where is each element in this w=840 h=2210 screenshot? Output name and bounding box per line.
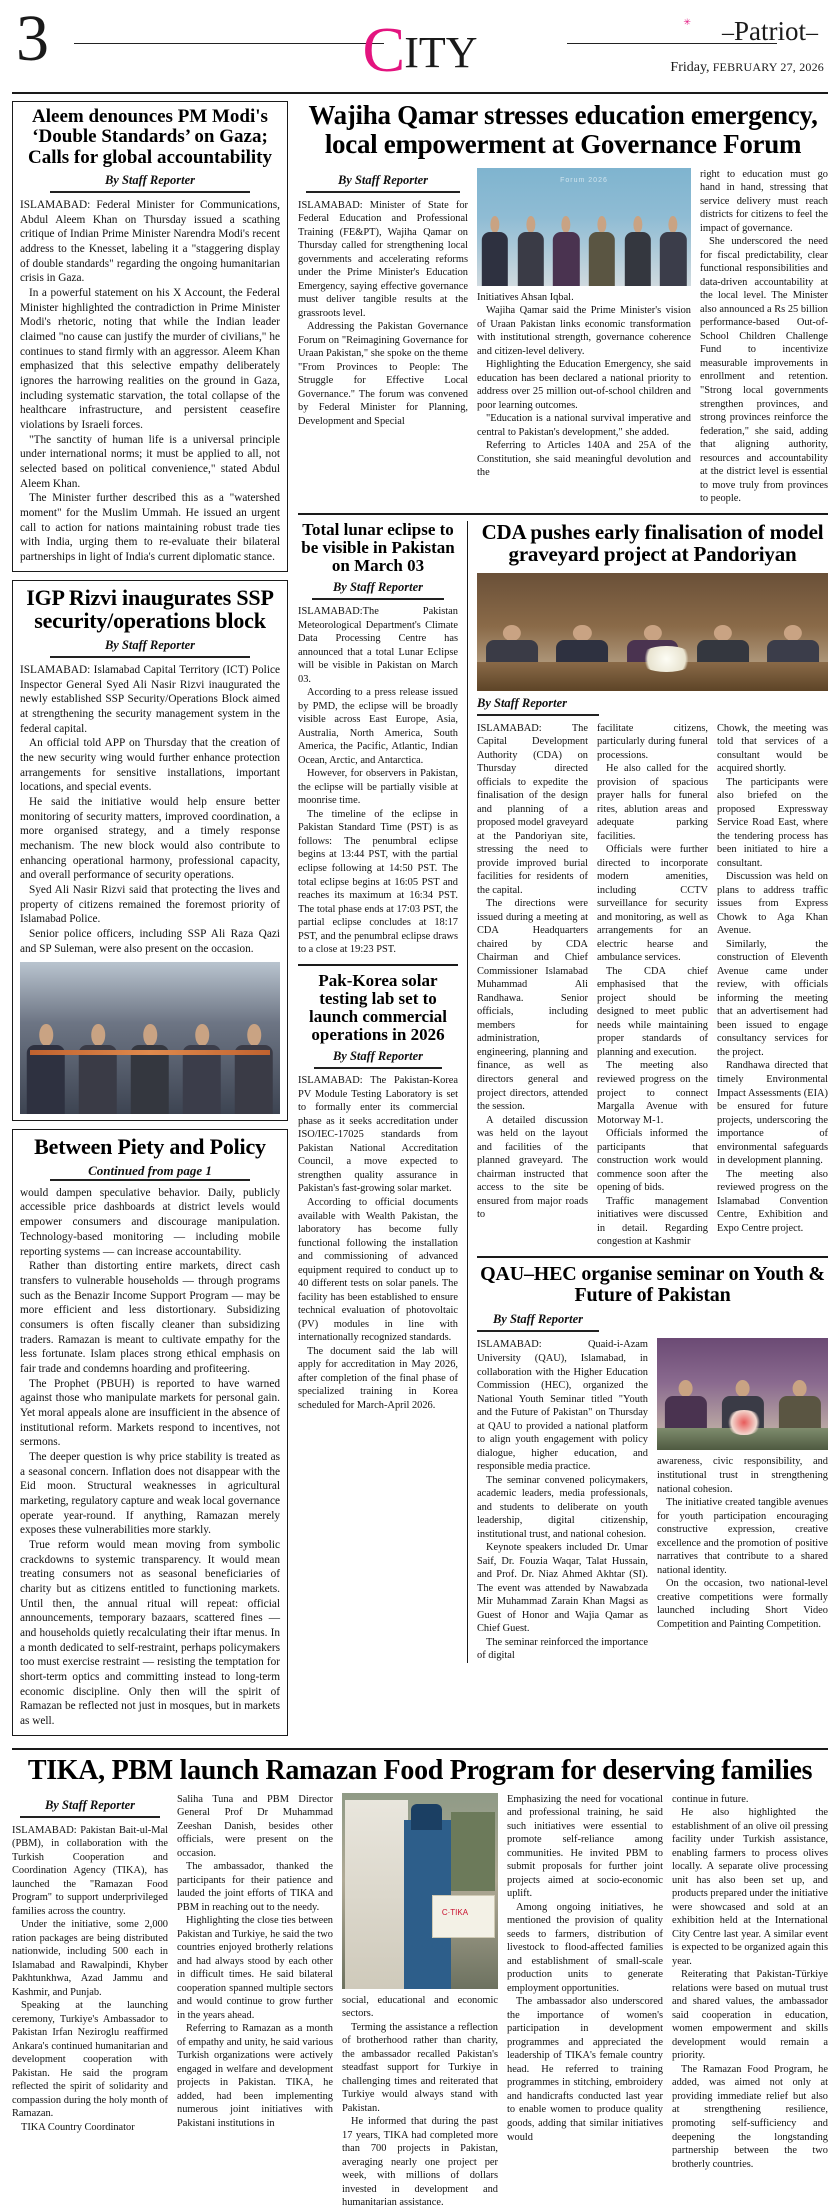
paragraph: He informed that during the past 17 years, TIKA had completed more than 700 projects in Pakistan, averaging nearly one project per week, with millions of dollars invested in development and humanitarian assistance. <box>342 2116 498 2209</box>
photo-figure <box>655 213 691 286</box>
paragraph: The seminar convened policymakers, academic leaders, media professionals, and students to deliberate on youth leadership, digital citizenship, institutional trust, and national cohesion. <box>477 1474 648 1540</box>
article-qau-byline: By Staff Reporter <box>492 1312 584 1327</box>
tika-col-4 <box>507 1793 663 2210</box>
paragraph: The Minister further described this as a "watershed moment" for the Muslim Ummah. He issued an urgent call to action for nations maintaining robust trade ties with India, urging them to re-evaluate their bilateral partnerships in light of India's current diplomatic stance. <box>20 492 280 564</box>
paragraph: A detailed discussion was held on the layout and facilities of the planned graveyard. The chairman instructed that access to the site be ensured from major roads to <box>477 1114 588 1221</box>
paragraph: "The sanctity of human life is a universal principle under international norms; it must be applied to all, not selected based on political convenience," stated Abdul Aleem Khan. <box>20 433 280 490</box>
paragraph: The meeting also reviewed progress on the project to connect Margalla Avenue with Motorway M-1. <box>597 1060 708 1126</box>
paragraph: Under the initiative, some 2,000 ration packages are being distributed nationwide, including 500 each in Islamabad and Rawalpindi, Khyber Pakhtunkhwa, Azad Jammu and Kashmir, and Punjab. <box>12 1919 168 1998</box>
photo-figure <box>620 213 656 286</box>
paragraph: Reiterating that Pakistan-Türkiye relations were based on mutual trust and shared values, the ambassador said cooperation in education, women empowerment and skills development would remain a priority. <box>672 1969 828 2062</box>
paragraph: Officials informed the participants that construction work would commence soon after the opening of bids. <box>597 1128 708 1194</box>
paragraph: Rather than distorting entire markets, direct cash transfers to vulnerable households — through programs such as the Benazir Income Support Program — may be more efficient and less distortionary. Subsidizing consumers is often fiscally cleaner than subsidizing traders. Ramazan is meant to cultivate empathy for the less fortunate. Islam places strong ethical emphasis on fair trade and condemns hoarding and profiteering. <box>20 1260 280 1375</box>
wajiha-col-3 <box>700 168 828 506</box>
paragraph: Senior police officers, including SSP Ali Raza Qazi and SP Suleman, were also present on the occasion. <box>20 927 280 955</box>
photo-figure <box>72 1020 124 1114</box>
paragraph: Highlighting the close ties between Pakistan and Turkiye, he said the two countries enjoyed brotherly relations and had always stood by each other in difficult times. He said bilateral cooperation spanned multiple sectors and would continue to grow further in the years ahead. <box>177 1915 333 2021</box>
section-divider <box>477 1256 828 1258</box>
article-solar-byline-wrap <box>314 1049 442 1069</box>
cap-graphic <box>411 1804 442 1829</box>
photo-figure <box>345 1800 407 1988</box>
article-piety <box>12 1129 288 1735</box>
paragraph: Highlighting the Education Emergency, she said education has been declared a national priority to address over 25 million out-of-school children and poor learning outcomes. <box>477 359 691 411</box>
article-cda-headline: CDA pushes early finalisation of model graveyard project at Pandoriyan <box>481 519 824 567</box>
paragraph: She underscored the need for fiscal predictability, clear functional responsibilities and data-driven accountability at the local level. The Minister also announced a Rs 25 billion performance-based Out-of-School Children Challenge Fund to incentivize measurable improvements in enrollment and retention. "Strong local governments strengthen provinces, and strong provinces reinforce the federation," she said, adding that aligning authority, resources and accountability at the district level is essential to move truly from provinces to people. <box>700 236 828 505</box>
paragraph: He also highlighted the establishment of an olive oil pressing facility under Turkish assistance, enabling farmers to process olives locally. A separate olive processing unit has also been set up, and products prepared under the initiative were showcased and sold at an exhibition held at the International City Centre last year. A similar event is expected to be organized again this year. <box>672 1807 828 1967</box>
photo-figure <box>477 213 513 286</box>
paragraph: Chowk, the meeting was told that services of a consultant would be acquired shortly. <box>717 722 828 775</box>
brand-dash-left: – <box>722 20 734 46</box>
article-solar <box>298 972 458 1413</box>
section-divider <box>298 513 828 515</box>
paragraph: ISLAMABAD: Islamabad Capital Territory (ICT) Police Inspector General Syed Ali Nasir Rizvi inaugurated the newly established SSP Security/Operations Block aimed at strengthening the security management system in the federal capital. <box>20 663 280 735</box>
paragraph: ISLAMABAD: The Capital Development Authority (CDA) on Thursday directed officials to expedite the finalisation of the design and planning of a proposed model graveyard at the Pandoriyan site, stressing the need to provide improved burial facilities for residents of the capital. <box>477 722 588 896</box>
photo-figure <box>124 1020 176 1114</box>
tika-col-2 <box>177 1793 333 2210</box>
photo-figure <box>228 1020 280 1114</box>
wajiha-col-2 <box>477 168 691 506</box>
brand-block <box>670 18 824 76</box>
paragraph: True reform would mean moving from symbolic crackdowns to systemic transparency. It would mean treating consumers not as seasonal beneficiaries of charity but as citizens entitled to functioning markets. Until then, the annual ritual will repeat: official announcements, temporary bazaars, scattered fines — and households quietly recalculating their iftar menus. In a month dedicated to self-restraint, perhaps policymakers too must exercise restraint — resisting the temptation for short-term optics and committing instead to long-term economic discipline. Only then will the spirit of Ramazan be reflected not just in mosques, but in markets as well. <box>20 1538 280 1727</box>
paragraph: The Ramazan Food Program, he added, was aimed not only at providing immediate relief but also at strengthening resilience, promoting self-sufficiency and deepening the longstanding partnership between the two brotherly countries. <box>672 2063 828 2170</box>
article-wajiha-byline-wrap <box>306 173 460 193</box>
cda-col-2 <box>597 722 708 1249</box>
paragraph: "Education is a national survival imperative and central to Pakistan's development," she added. <box>477 413 691 438</box>
tika-col-5 <box>672 1793 828 2210</box>
left-column <box>12 101 288 1744</box>
vertical-divider <box>467 521 468 1663</box>
paragraph: The deeper question is why price stability is treated as a seasonal concern. Inflation does not disappear with the Eid moon. Structural weaknesses in agricultural marketing, regulatory capture and weak local governance operate year-round. If anything, Ramazan merely exposes these vulnerabilities more starkly. <box>20 1450 280 1537</box>
article-wajiha-headline: Wajiha Qamar stresses education emergency, local empowerment at Governance Forum <box>308 100 818 159</box>
paragraph: Referring to Ramazan as a month of empathy and unity, he said various Turkish organizations were actively engaged in welfare and development projects in Pakistan. TIKA, he added, had been implementing numerous joint initiatives with Pakistani institutions in <box>177 2023 333 2129</box>
article-solar-byline: By Staff Reporter <box>332 1049 424 1064</box>
paragraph: awareness, civic responsibility, and institutional trust in strengthening national cohesion. <box>657 1456 828 1495</box>
article-cda-byline: By Staff Reporter <box>477 695 568 710</box>
paragraph: Speaking at the launching ceremony, Turkiye's Ambassador to Pakistan Irfan Neziroglu reaffirmed Ankara's continued humanitarian and development cooperation with Pakistan. He said the program reflected the spirit of solidarity and compassion during the holy month of Ramazan. <box>12 2000 168 2120</box>
paragraph: The Prophet (PBUH) is reported to have warned against those who manipulate markets for personal gain. Yet moral appeals alone are insufficient in the absence of institutional reform. Markets respond to incentives, not sermons. <box>20 1377 280 1449</box>
tika-col-1 <box>12 1793 168 2210</box>
tika-logo-label: C·TIKA <box>441 1908 469 1918</box>
article-eclipse-headline: Total lunar eclipse to be visible in Pakistan on March 03 <box>301 519 455 576</box>
tika-ration-distribution-photo <box>342 1793 498 1989</box>
cda-col-3 <box>717 722 828 1249</box>
mid-wide-column <box>477 521 828 1663</box>
article-eclipse-byline-wrap <box>312 580 444 600</box>
paragraph: The meeting also reviewed progress on the Islamabad Convention Centre, Exhibition and Expo Centre project. <box>717 1168 828 1234</box>
photo-content <box>477 168 691 286</box>
flower-arrangement-graphic <box>638 646 694 672</box>
paragraph: ISLAMABAD: The Pakistan-Korea PV Module Testing Laboratory is set to formally enter its commercial phase as it seeks accreditation under ISO/IEC-17025 standards from Pakistan National Accreditation Council, a move expected to strengthen quality assurance in Pakistan's fast-growing solar market. <box>298 1075 458 1195</box>
paragraph: On the occasion, two national-level creative competitions were formally launched including Short Video Competition and Painting Competition. <box>657 1578 828 1630</box>
paragraph: Terming the assistance a reflection of brotherhood rather than charity, the ambassador recalled Pakistan's steadfast support for Turkiye in challenging times and reiterated that Turkiye would always stand with Pakistan. <box>342 2021 498 2114</box>
paragraph: In a powerful statement on his X Account, the Federal Minister highlighted the contradiction in Prime Minister Modi's rhetoric, noting that while the Indian leader claimed "no cause can justify the murder of civilians," he continues to stand firmly with an aggressor. Aleem Khan emphasized that this selective empathy deliberately ignores the harrowing realities on the ground in Gaza, including systematic starvation, the total collapse of the healthcare infrastructure, and persistent ceasefire violations by Israeli forces. <box>20 287 280 432</box>
paragraph: Syed Ali Nasir Rizvi said that protecting the lives and property of citizens remained the foremost priority of Islamabad Police. <box>20 883 280 926</box>
paragraph: The ambassador, thanked the participants for their patience and lauded the joint efforts of TIKA and PBM in reaching out to the needy. <box>177 1861 333 1913</box>
paragraph: Randhawa directed that timely Environmental Impact Assessments (EIA) be ensured for future projects, underscoring the importance of environmental safeguards in development planning. <box>717 1060 828 1167</box>
paragraph: Wajiha Qamar said the Prime Minister's vision of Uraan Pakistan links economic transformation with institutional strength, governance coherence and citizen-level delivery. <box>477 305 691 357</box>
article-tika-byline-wrap <box>20 1798 160 1818</box>
photo-figures <box>477 213 691 286</box>
right-column <box>288 101 828 1744</box>
paragraph: Officials were further directed to incorporate modern amenities, including CCTV surveillance for security and monitoring, as well as arrangements for an electric hearse and ambulance services. <box>597 844 708 964</box>
paragraph: The directions were issued during a meeting at CDA Headquarters chaired by CDA Chairman and Chief Commissioner Islamabad Muhammad Ali Randhawa. Senior officials, including members for administration, engineering, planning and finance, as well as directors general and project directors, attended the session. <box>477 898 588 1113</box>
article-igp-byline: By Staff Reporter <box>104 637 196 652</box>
flower-arrangement-graphic <box>725 1410 763 1435</box>
article-tika-headline: TIKA, PBM launch Ramazan Food Program for deserving families <box>27 1754 813 1786</box>
photo-figure <box>176 1020 228 1114</box>
article-piety-continued: Continued from page 1 <box>88 1162 212 1178</box>
brand-dash-right: – <box>806 20 818 46</box>
paragraph: The document said the lab will apply for accreditation in May 2026, after completion of the final phase of specialized training in Korea scheduled for March-April 2026. <box>298 1345 458 1411</box>
masthead <box>12 2 828 88</box>
paragraph: social, educational and economic sectors. <box>342 1994 498 2020</box>
article-wajiha-byline: By Staff Reporter <box>337 172 429 187</box>
paragraph: Discussion was held on plans to address traffic issues from Express Chowk to Aga Khan Avenue. <box>717 871 828 937</box>
paragraph: Emphasizing the need for vocational and professional training, he said such initiatives were essential to promote self-reliance among communities. He invited PBM to submit proposals for further joint projects aimed at socio-economic uplift. <box>507 1793 663 1900</box>
paragraph: He also called for the provision of spacious prayer halls for funeral rites, ablution areas and adequate parking facilities. <box>597 763 708 842</box>
paragraph: According to a press release issued by PMD, the eclipse will be broadly visible across East Europe, Asia, Australia, North America, South America, the Pacific, Atlantic, Indian Ocean, Arctic, and Antarctica. <box>298 687 458 766</box>
article-aleem-headline: Aleem denounces PM Modi's ‘Double Standards’ on Gaza; Calls for global accountability <box>27 106 273 168</box>
article-tika <box>12 1756 828 2210</box>
paragraph: According to official documents available with Wealth Pakistan, the laboratory has become fully functional following the installation and commissioning of advanced equipment required to conduct up to 40 different tests on solar panels. The facility has been established to ensure technical evaluation of photovoltaic (PV) modules in line with internationally recognized standards. <box>298 1197 458 1344</box>
paragraph: The CDA chief emphasised that the project should be designed to meet public needs while maintaining proper standards of planning and execution. <box>597 965 708 1058</box>
article-wajiha-body <box>298 168 828 506</box>
paragraph: The timeline of the eclipse in Pakistan Standard Time (PST) is as follows: The penumbral eclipse begins at 13:44 PST, with the partial eclipse following at 14:50 PST. The total eclipse begins at 16:05 PST and reaches its maximum at 16:34 PST. The total phase ends at 17:03 PST, the partial eclipse concludes at 18:17 PST, and the penumbral eclipse draws to a close at 19:23 PST. <box>298 808 458 956</box>
paragraph: He said the initiative would help ensure better monitoring of security matters, improved coordination, a more organised strategy, and a timely response mechanism. The new block would also contribute to enhancing operational harmony, professional capacity, and overall performance of security operations. <box>20 795 280 882</box>
paragraph: Keynote speakers included Dr. Umar Saif, Dr. Fouzia Waqar, Talat Hussain, and Prof. Dr. Niaz Ahmed Akhtar (SI). The event was attended by Nawabzada Mir Muhammad Zarain Khan Magsi as Guest of Honor and Wajia Qamar as Chief Guest. <box>477 1542 648 1635</box>
ribbon-graphic <box>30 1050 269 1055</box>
article-qau-byline-wrap <box>477 1312 599 1332</box>
paragraph: However, for observers in Pakistan, the eclipse will be partially visible at moonrise time. <box>298 768 458 807</box>
article-qau-body <box>477 1338 828 1662</box>
wajiha-col-1 <box>298 168 468 506</box>
photo-figure <box>451 1812 495 1890</box>
date-line <box>670 60 824 76</box>
paragraph: ISLAMABAD: Pakistan Bait-ul-Mal (PBM), in collaboration with the Turkish Cooperation and Coordination Agency (TIKA), has launched the "Ramazan Food Program" to support underprivileged families across the country. <box>12 1824 168 1917</box>
paragraph: ISLAMABAD:The Pakistan Meteorological Department's Climate Data Processing Centre has announced that a total Lunar Eclipse will be visible in Pakistan on March 03. <box>298 606 458 685</box>
photo-figures <box>20 1020 280 1114</box>
brand-name: Patriot <box>734 16 806 46</box>
article-wajiha <box>298 101 828 506</box>
article-igp-headline: IGP Rizvi inaugurates SSP security/operations block <box>26 584 274 634</box>
photo-content <box>657 1338 828 1450</box>
article-igp-byline-wrap <box>50 638 250 658</box>
paragraph: The seminar reinforced the importance of digital <box>477 1636 648 1662</box>
photo-banner-text: Forum 2026 <box>560 177 608 185</box>
article-piety-headline: Between Piety and Policy <box>34 1134 266 1160</box>
article-tika-byline: By Staff Reporter <box>44 1797 136 1812</box>
paragraph: would dampen speculative behavior. Daily, publicly accessible price dashboards at district levels would empower consumers and discourage manipulation. Technology-based monitoring — including mobile reporting systems — can increase accountability. <box>20 1186 280 1258</box>
section-divider <box>12 1748 828 1750</box>
page-number: 3 <box>16 2 49 75</box>
paragraph: Similarly, the construction of Eleventh Avenue came under review, with officials informing the meeting that an advertisement had been issued to engage consultancy services for the project. <box>717 938 828 1058</box>
cda-col-1 <box>477 722 588 1249</box>
photo-content <box>20 962 280 1114</box>
paragraph: An official told APP on Thursday that the creation of the new security wing would further enhance protection arrangements for sensitive installations, important locations, and special events. <box>20 737 280 794</box>
photo-content <box>342 1793 498 1989</box>
star-icon: ✳ <box>683 17 691 27</box>
article-cda <box>477 521 828 1249</box>
tika-col-3 <box>342 1793 498 2210</box>
section-divider <box>298 964 458 966</box>
article-eclipse-byline: By Staff Reporter <box>332 580 424 595</box>
paragraph: right to education must go hand in hand, stressing that service delivery must reach districts for citizens to feel the impact of governance. <box>700 168 828 234</box>
mid-band <box>298 521 828 1663</box>
paragraph: Addressing the Pakistan Governance Forum on "Reimagining Governance for Uraan Pakistan," she spoke on the theme "From Provinces to People: The Struggle for Effective Local Governance." The forum was convened by Federal Minister for Planning, Development and Special <box>298 321 468 427</box>
paragraph: Among ongoing initiatives, he mentioned the provision of quality seeds to farmers, distribution of livestock to flood-affected families and establishment of small-scale production units to generate employment opportunities. <box>507 1901 663 1994</box>
article-qau <box>477 1264 828 1663</box>
article-tika-body <box>12 1793 828 2210</box>
date-day: Friday, <box>670 60 710 75</box>
masthead-divider <box>12 92 828 94</box>
qau-col-2 <box>657 1338 828 1662</box>
igp-ribbon-cutting-photo <box>20 962 280 1114</box>
paragraph: continue in future. <box>672 1793 749 1805</box>
article-piety-continued-wrap <box>50 1163 250 1181</box>
photo-figure <box>513 213 549 286</box>
article-aleem <box>12 101 288 572</box>
photo-content <box>477 573 828 691</box>
paragraph: The ambassador also underscored the importance of women's participation in development programmes and appreciated the leadership of TIKA's female country head. He referred to training programmes in stitching, embroidery and handicrafts conducted last year to enable women to produce quality goods, adding that similar initiatives would <box>507 1996 663 2143</box>
paragraph: TIKA Country Coordinator <box>21 2121 135 2133</box>
content-grid <box>12 101 828 1744</box>
paragraph: ISLAMABAD: Federal Minister for Communications, Abdul Aleem Khan on Thursday issued a scathing critique of Indian Prime Minister Narendra Modi's recent address to the Knesset, labeling it a "staggering display of double standards" regarding the ongoing humanitarian crisis in Gaza. <box>20 198 280 285</box>
photo-figure <box>584 213 620 286</box>
date-rest: FEBRUARY 27, 2026 <box>712 60 824 74</box>
paragraph: Traffic management initiatives were discussed in detail. Regarding congestion at Kashmir <box>597 1195 708 1248</box>
mid-narrow-column <box>298 521 458 1663</box>
paragraph: Referring to Articles 140A and 25A of the Constitution, she said meaningful devolution and the <box>477 440 691 479</box>
article-cda-body <box>477 722 828 1249</box>
paragraph: The participants were also briefed on the proposed Expressway Service Road East, where the tendering process has been initiated to hire a consultant. <box>717 776 828 869</box>
photo-figure <box>548 213 584 286</box>
section-title-rest: ITY <box>404 28 478 77</box>
article-igp <box>12 580 288 1122</box>
article-eclipse <box>298 521 458 957</box>
paragraph: ISLAMABAD: Quaid-i-Azam University (QAU), Islamabad, in collaboration with the Higher Education Commission (HEC), organized the National Youth Seminar titled "Youth and the Future of Pakistan" on Thursday at QAU to provided a national platform to align youth engagement with policy dialogue, higher education, and responsible media practice. <box>477 1339 648 1473</box>
cda-meeting-photo <box>477 573 828 691</box>
paragraph: Initiatives Ahsan Iqbal. <box>477 291 574 303</box>
article-solar-headline: Pak-Korea solar testing lab set to launch commercial operations in 2026 <box>308 970 448 1045</box>
qau-col-1 <box>477 1338 648 1662</box>
brand-logo <box>670 18 824 47</box>
qau-seminar-panel-photo <box>657 1338 828 1450</box>
section-title-initial: C <box>362 14 405 85</box>
article-qau-headline: QAU–HEC organise seminar on Youth & Future of Pakistan <box>480 1262 825 1307</box>
article-aleem-byline: By Staff Reporter <box>104 172 196 187</box>
paragraph: The initiative created tangible avenues for youth participation encouraging constructive expression, creative excellence and the promotion of positive narratives that contribute to a shared national identity. <box>657 1497 828 1576</box>
paragraph: Saliha Tuna and PBM Director General Prof Dr Muhammad Zeeshan Danish, besides other officials, were present on the occasion. <box>177 1793 333 1859</box>
governance-forum-group-photo <box>477 168 691 286</box>
article-cda-byline-wrap <box>477 696 599 716</box>
article-aleem-byline-wrap <box>50 173 250 193</box>
paragraph: ISLAMABAD: Minister of State for Federal Education and Professional Training (FE&PT), Wajiha Qamar on Thursday called for strengthening local governments and accelerating reforms under the Prime Minister's Education Emergency, saying effective governance must deliver tangible results at the grassroots level. <box>298 199 468 319</box>
photo-figure <box>20 1020 72 1114</box>
paragraph: facilitate citizens, particularly during funeral processions. <box>597 722 708 761</box>
